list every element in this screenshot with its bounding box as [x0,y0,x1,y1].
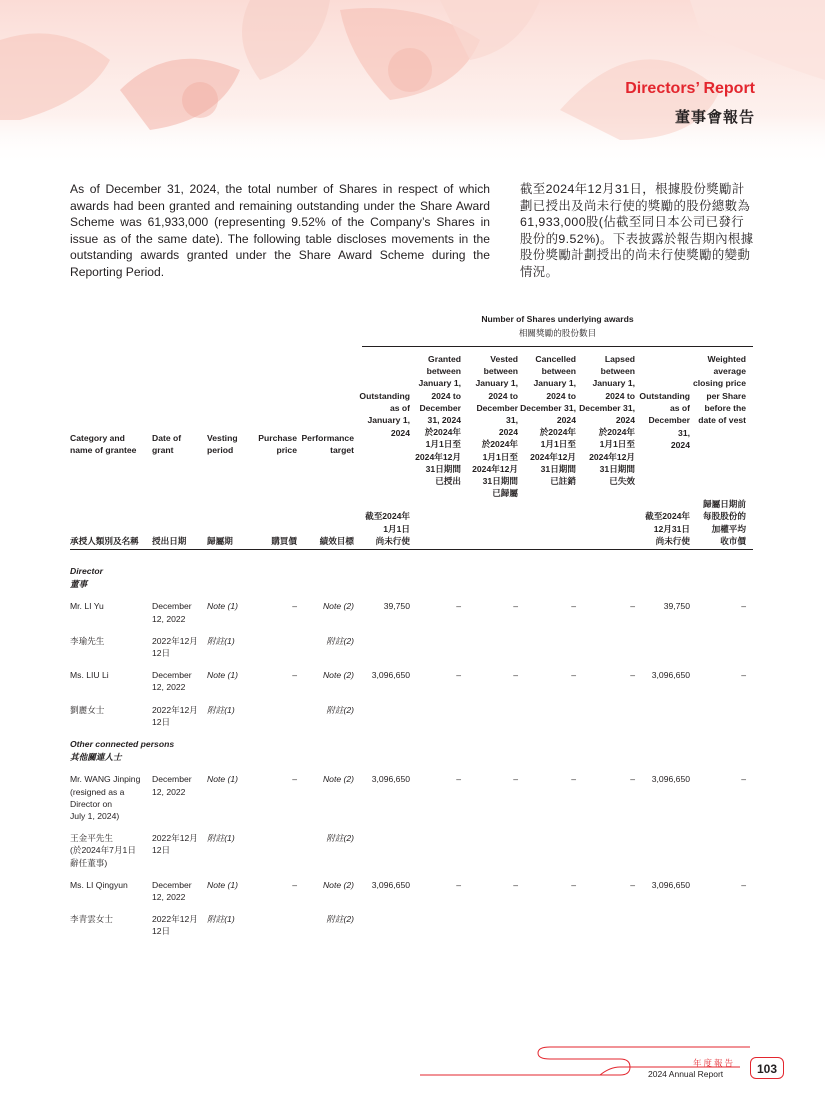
cell-out_end: 3,096,650 [651,879,690,890]
cell-lapsed: – [630,879,635,890]
footer-label-zh: 年度報告 [693,1058,736,1068]
section-title-en: Director [70,566,103,576]
cell-vested: – [513,670,518,681]
cell-lapsed: – [630,670,635,681]
performance-note-zh: 附註(2) [326,833,354,844]
cell-out_end: 3,096,650 [651,670,690,681]
purchase-price: – [292,774,297,785]
report-section-title-zh: 董事會報告 [674,109,755,126]
col-header-2-en: Vesting period [207,432,238,455]
col-header-3-en: Purchase price [258,432,297,455]
performance-note-zh: 附註(2) [326,635,354,646]
performance-note-en: Note (2) [322,774,354,785]
grantee-name-zh: 李瑜先生 [70,635,105,646]
vesting-note-en: Note (1) [207,879,239,890]
cell-wavg: – [741,601,746,612]
cell-vested: – [513,774,518,785]
cell-granted: – [456,670,461,681]
grantee-name-en: Mr. LI Yu [70,601,104,612]
intro-paragraph-zh: 截至2024年12月31日，根據股份獎勵計劃已授出及尚未行使的獎勵的股份總數為61,933,000股(佔截至同日本公司已發行股份的9.52%)。下表披露於報告期內根據股份獎勵計劃授出的尚未行使獎勵的變動情況。 [520,182,754,279]
section-title-zh: 其他關連人士 [70,752,122,763]
col-header-0-en: Category and name of grantee [70,432,137,455]
performance-note-en: Note (2) [322,670,354,681]
col-header-4-en: Performance target [301,432,354,455]
col-header-1-zh: 授出日期 [152,535,187,546]
grant-date-zh: 2022年12月 12日 [152,914,198,937]
col-header-5-en: Outstanding as of January 1, 2024 [359,391,410,438]
col-header-4-zh: 績效目標 [319,535,354,546]
cell-out_start: 3,096,650 [371,670,410,681]
report-section-title: Directors’ Report [625,80,755,97]
col-header-8-en: Cancelled between January 1, 2024 to December 31, 2024 於2024年 1月1日至 2024年12月 31日期間 已註銷 [520,354,576,487]
footer-ornament [420,1045,750,1079]
group-header-zh: 相關獎勵的股份數目 [518,328,597,338]
col-header-11-zh: 歸屬日期前 每股股份的 加權平均 收市價 [703,499,746,546]
intro-paragraph-en: As of December 31, 2024, the total number of Shares in respect of which awards had been granted and remaining outstanding under the Share Award Scheme was 61,933,000 (representing 9.52% of the Company’s Shares in issue as of the same date). The following table discloses movements in the outstanding awards granted under the Share Award Scheme during the Reporting Period. [70,182,490,279]
col-header-2-zh: 歸屬期 [207,535,233,546]
cell-out_start: 39,750 [383,601,410,612]
cell-cancelled: – [571,774,576,785]
performance-note-en: Note (2) [322,879,354,890]
performance-note-zh: 附註(2) [326,914,354,925]
performance-note-zh: 附註(2) [326,704,354,715]
grantee-name-zh: 劉麗女士 [70,704,105,715]
grantee-name-en: Ms. LI Qingyun [70,879,128,890]
purchase-price: – [292,601,297,612]
group-header-en: Number of Shares underlying awards [481,314,634,324]
cell-lapsed: – [630,774,635,785]
grantee-name-zh: 李青雲女士 [70,914,113,925]
col-header-1-en: Date of grant [152,432,182,455]
grant-date-zh: 2022年12月 12日 [152,833,198,856]
grant-date-zh: 2022年12月 12日 [152,704,198,727]
group-header-rule [362,346,753,347]
grant-date-en: December 12, 2022 [152,670,192,693]
purchase-price: – [292,670,297,681]
grant-date-zh: 2022年12月 12日 [152,635,198,658]
cell-vested: – [513,879,518,890]
cell-granted: – [456,879,461,890]
vesting-note-zh: 附註(1) [207,635,235,646]
vesting-note-en: Note (1) [207,670,239,681]
section-title-zh: 董事 [70,579,88,590]
col-header-10-zh: 截至2024年 12月31日 尚未行使 [645,511,690,546]
grant-date-en: December 12, 2022 [152,601,192,624]
cell-out_end: 3,096,650 [651,774,690,785]
vesting-note-zh: 附註(1) [207,914,235,925]
col-header-10-en: Outstanding as of December 31, 2024 [639,391,690,450]
cell-cancelled: – [571,879,576,890]
col-header-5-zh: 截至2024年 1月1日 尚未行使 [365,511,410,546]
cell-wavg: – [741,879,746,890]
section-title-en: Other connected persons [70,739,175,749]
purchase-price: – [292,879,297,890]
col-header-3-zh: 購買價 [271,535,297,546]
cell-cancelled: – [571,670,576,681]
col-header-6-en: Granted between January 1, 2024 to December 31, 2024 於2024年 1月1日至 2024年12月 31日期間 已授出 [415,354,461,487]
col-header-7-en: Vested between January 1, 2024 to December 31, 2024 於2024年 1月1日至 2024年12月 31日期間 已歸屬 [472,354,518,499]
vesting-note-en: Note (1) [207,774,239,785]
col-header-0-zh: 承授人類別及名稱 [70,535,139,546]
page-number: 103 [750,1057,784,1079]
cell-vested: – [513,601,518,612]
vesting-note-zh: 附註(1) [207,833,235,844]
grantee-name-en: Ms. LIU Li [70,670,109,681]
cell-out_start: 3,096,650 [371,879,410,890]
col-header-11-en: Weighted average closing price per Share before the date of vest [692,354,746,426]
vesting-note-zh: 附註(1) [207,704,235,715]
grant-date-en: December 12, 2022 [152,774,192,797]
cell-lapsed: – [630,601,635,612]
performance-note-en: Note (2) [322,601,354,612]
cell-wavg: – [741,774,746,785]
footer-label-en: 2024 Annual Report [648,1069,724,1079]
cell-cancelled: – [571,601,576,612]
cell-out_end: 39,750 [663,601,690,612]
cell-granted: – [456,774,461,785]
grantee-name-zh: 王金平先生 (於2024年7月1日 辭任董事) [70,833,136,868]
header-rule [70,549,753,550]
cell-wavg: – [741,670,746,681]
col-header-9-en: Lapsed between January 1, 2024 to December 31, 2024 於2024年 1月1日至 2024年12月 31日期間 已失效 [579,354,635,487]
cell-granted: – [456,601,461,612]
grant-date-en: December 12, 2022 [152,879,192,902]
cell-out_start: 3,096,650 [371,774,410,785]
grantee-name-en: Mr. WANG Jinping (resigned as a Director on July 1, 2024) [70,774,141,821]
vesting-note-en: Note (1) [207,601,239,612]
